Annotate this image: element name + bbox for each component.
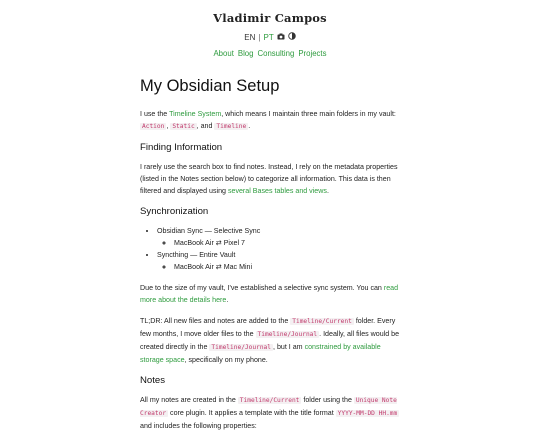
timeline-system-link[interactable]: Timeline System <box>169 110 222 118</box>
heading-notes: Notes <box>140 375 166 386</box>
text: , which means I maintain three main folders in my vault: <box>221 110 396 118</box>
text: folder. Every few months, I move older files to the <box>140 317 396 338</box>
lang-separator: | <box>258 32 261 42</box>
finding-paragraph <box>140 161 402 197</box>
text: core plugin. It applies a template with the title format <box>168 409 336 417</box>
notes-paragraph <box>140 394 402 432</box>
site-title[interactable]: Vladimir Campos <box>213 11 327 25</box>
text: . Ideally, all files would be created directly in the <box>140 330 400 351</box>
heading-finding-information: Finding Information <box>140 142 223 153</box>
text: and includes the following properties: <box>140 422 257 430</box>
text: . <box>226 296 229 304</box>
nav-blog[interactable]: Blog <box>237 49 254 58</box>
text: I rarely use the search box to find notes. Instead, I rely on the metadata properties (listed in the Notes section below) to categorize all information. This data is then filtered and displayed using <box>140 163 398 195</box>
text: , and <box>196 122 215 130</box>
list-item: ◦ MacBook Air ⇄ Pixel 7 <box>174 237 402 249</box>
text: TL;DR: All new files and notes are added to the <box>140 317 291 325</box>
text: . <box>248 122 251 130</box>
lang-en: EN <box>244 32 256 42</box>
camera-icon[interactable] <box>277 33 285 42</box>
read-more-link[interactable]: read more about the details here <box>140 284 399 304</box>
list-item <box>157 249 402 273</box>
sync-paragraph-1 <box>140 282 402 306</box>
article <box>140 77 402 441</box>
code-static: Static <box>172 123 195 130</box>
storage-space-link[interactable]: constrained by available storage space <box>140 343 381 364</box>
main-nav <box>0 49 540 58</box>
sync-paragraph-2 <box>140 315 402 366</box>
code-date-format: YYYY-MM-DD HH.mm <box>337 410 398 417</box>
code-unique-note-creator: Unique Note Creator <box>140 397 397 417</box>
code-timeline-journal: Timeline/Journal <box>257 331 318 338</box>
bases-tables-link[interactable]: several Bases tables and views <box>227 187 327 195</box>
list-item: ◦ MacBook Air ⇄ Mac Mini <box>174 261 402 273</box>
nav-about[interactable]: About <box>213 49 234 58</box>
code-timeline-current: Timeline/Current <box>292 318 352 325</box>
lang-pt-link[interactable]: PT <box>263 32 274 42</box>
language-switcher <box>0 32 540 42</box>
sync-item-label: Syncthing — Entire Vault <box>157 251 236 259</box>
code-timeline-journal: Timeline/Journal <box>211 344 272 351</box>
sync-item-label: Obsidian Sync — Selective Sync <box>157 227 261 235</box>
site-header <box>0 0 540 58</box>
code-timeline: Timeline <box>216 123 247 130</box>
text: , <box>166 122 171 130</box>
text: , but I am <box>273 343 305 351</box>
text: folder using the <box>301 396 354 404</box>
contrast-icon[interactable] <box>288 32 296 42</box>
page-title: My Obsidian Setup <box>140 77 280 95</box>
nav-consulting[interactable]: Consulting <box>257 49 295 58</box>
list-item <box>157 225 402 249</box>
intro-paragraph <box>140 108 402 133</box>
heading-synchronization: Synchronization <box>140 206 209 217</box>
text: I use the <box>140 110 170 118</box>
nav-projects[interactable]: Projects <box>298 49 327 58</box>
sync-list <box>140 225 402 273</box>
text: . <box>326 187 329 195</box>
text: Due to the size of my vault, I've established a selective sync system. You can <box>140 284 384 292</box>
text: All my notes are created in the <box>140 396 238 404</box>
code-action: Action <box>142 123 165 130</box>
code-timeline-current: Timeline/Current <box>239 397 300 404</box>
text: , specifically on my phone. <box>184 356 268 364</box>
